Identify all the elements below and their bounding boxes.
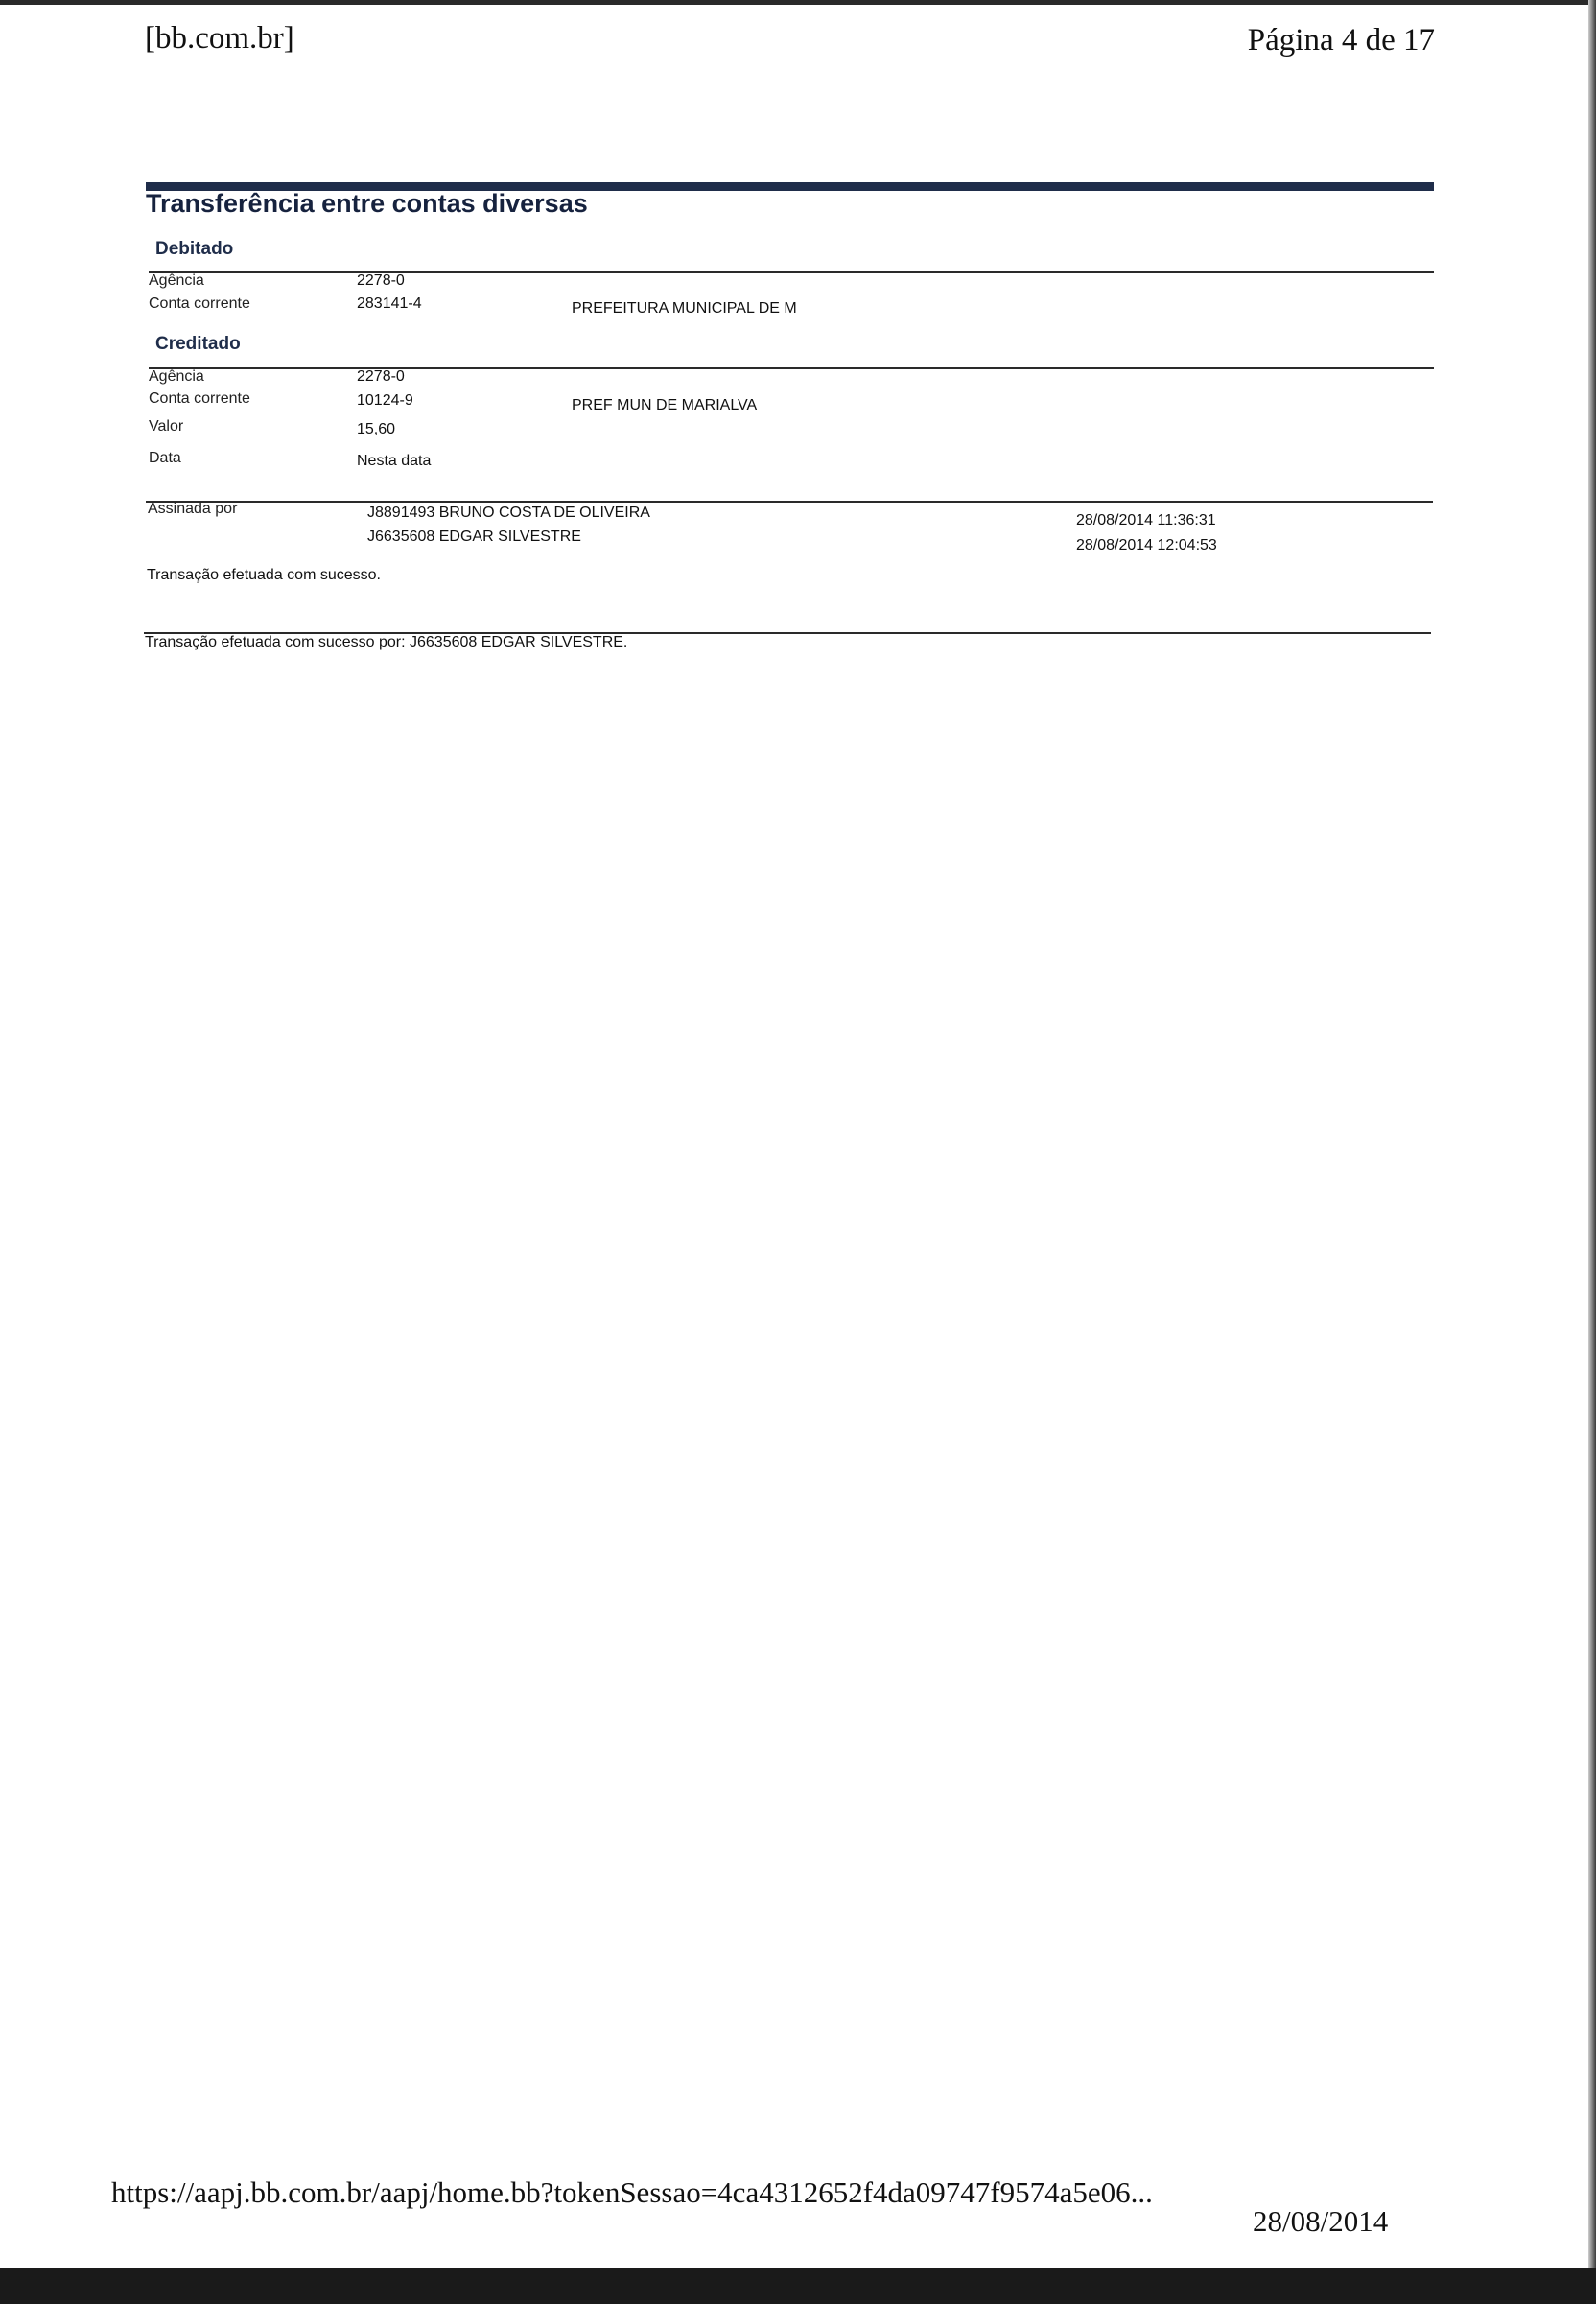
print-footer-date: 28/08/2014 [1253, 2204, 1389, 2238]
debitado-conta-value: 283141-4 [357, 295, 422, 312]
signer-1-datetime: 28/08/2014 11:36:31 [1076, 512, 1216, 529]
signer-2-name: J6635608 EDGAR SILVESTRE [367, 529, 581, 545]
creditado-conta-label: Conta corrente [149, 390, 250, 407]
debitado-agencia-value: 2278-0 [357, 272, 405, 289]
data-value: Nesta data [357, 453, 432, 469]
assinada-por-label: Assinada por [148, 501, 238, 517]
print-header-site: [bb.com.br] [145, 21, 294, 56]
document-title: Transferência entre contas diversas [146, 189, 588, 218]
debitado-agencia-label: Agência [149, 272, 204, 289]
signer-2-datetime: 28/08/2014 12:04:53 [1076, 537, 1217, 553]
assinaturas-rule [146, 501, 1433, 503]
creditado-heading: Creditado [155, 334, 241, 354]
debitado-titular: PREFEITURA MUNICIPAL DE M [572, 300, 797, 317]
transaction-status: Transação efetuada com sucesso. [147, 567, 381, 583]
print-footer-url: https://aapj.bb.com.br/aapj/home.bb?tokenSessao=4ca4312652f4da09747f9574a5e06... [111, 2175, 1153, 2209]
scan-bottom-edge [0, 2268, 1596, 2304]
print-header-page-number: Página 4 de 17 [1247, 23, 1435, 58]
valor-label: Valor [149, 418, 184, 435]
creditado-titular: PREF MUN DE MARIALVA [572, 397, 758, 413]
creditado-agencia-label: Agência [149, 368, 204, 385]
creditado-rule [149, 367, 1434, 369]
creditado-conta-value: 10124-9 [357, 392, 413, 409]
debitado-heading: Debitado [155, 239, 234, 259]
signer-1-name: J8891493 BRUNO COSTA DE OLIVEIRA [367, 505, 650, 521]
debitado-conta-label: Conta corrente [149, 295, 250, 312]
final-status: Transação efetuada com sucesso por: J6635608 EDGAR SILVESTRE. [145, 634, 628, 650]
debitado-rule [149, 271, 1434, 273]
valor-value: 15,60 [357, 421, 396, 437]
data-label: Data [149, 450, 181, 466]
scan-top-edge [0, 0, 1596, 5]
creditado-agencia-value: 2278-0 [357, 368, 405, 385]
scan-right-edge [1588, 0, 1596, 2304]
